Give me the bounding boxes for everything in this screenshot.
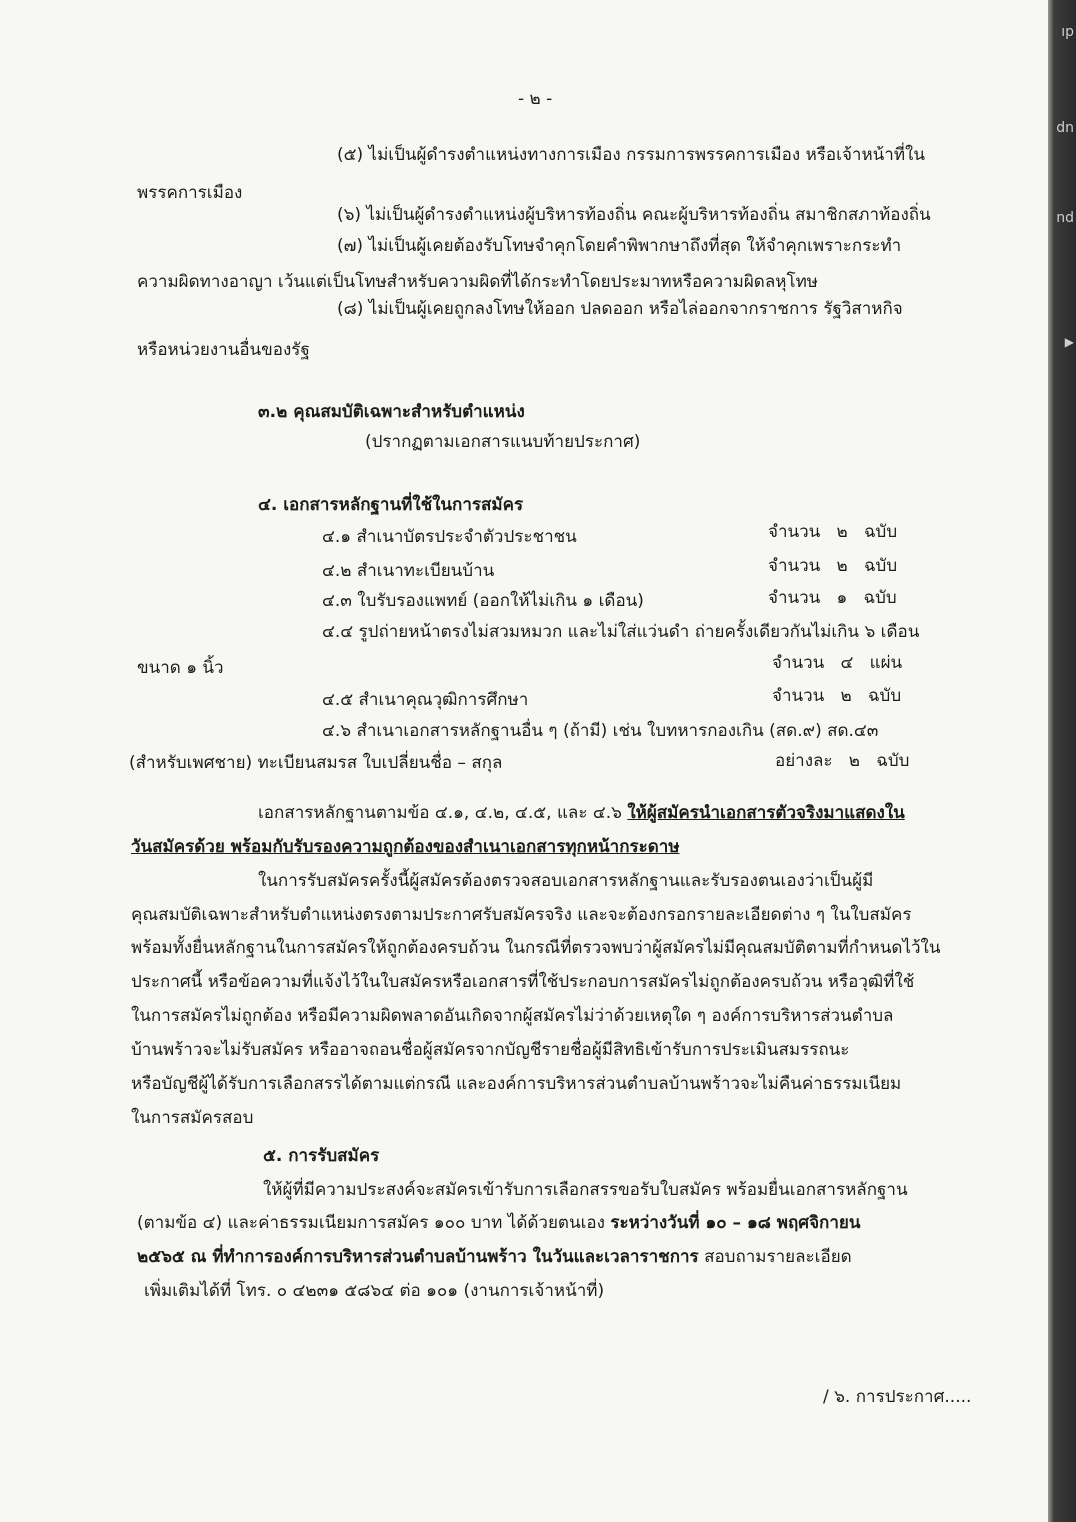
item-5-line1: (๕) ไม่เป็นผู้ดำรงตำแหน่งทางการเมือง กรรมการพรรคการเมือง หรือเจ้าหน้าที่ใน — [337, 145, 925, 165]
doc-4-3-label: ๔.๓ ใบรับรองแพทย์ (ออกให้ไม่เกิน ๑ เดือน) — [322, 591, 644, 611]
edge-glyph: nd — [1056, 210, 1074, 226]
doc-4-2-copies: จำนวน ๒ ฉบับ — [768, 556, 898, 576]
doc-4-2-label: ๔.๒ สำเนาทะเบียนบ้าน — [322, 561, 495, 581]
verify-line-5: ในการสมัครไม่ถูกต้อง หรือมีความผิดพลาดอันเกิดจากผู้สมัครไม่ว่าด้วยเหตุใด ๆ องค์การบริหารส่วนตำบล — [131, 1006, 894, 1026]
doc-4-4-label: ๔.๔ รูปถ่ายหน้าตรงไม่สวมหมวก และไม่ใส่แว่นดำ ถ่ายครั้งเดียวกันไม่เกิน ๖ เดือน — [322, 622, 920, 642]
doc-4-6-label-cont: (สำหรับเพศชาย) ทะเบียนสมรส ใบเปลี่ยนชื่อ – สกุล — [129, 753, 503, 773]
doc-note-line2: วันสมัครด้วย พร้อมกับรับรองความถูกต้องของสำเนาเอกสารทุกหน้ากระดาษ — [131, 837, 680, 857]
doc-4-5-copies: จำนวน ๒ ฉบับ — [772, 686, 902, 706]
section-5-location: ๒๕๖๕ ณ ที่ทำการองค์การบริหารส่วนตำบลบ้านพร้าว ในวันและเวลาราชการ — [137, 1247, 699, 1267]
item-6: (๖) ไม่เป็นผู้ดำรงตำแหน่งผู้บริหารท้องถิ่น คณะผู้บริหารท้องถิ่น สมาชิกสภาท้องถิ่น — [337, 205, 931, 225]
section-4-heading: ๔. เอกสารหลักฐานที่ใช้ในการสมัคร — [258, 495, 524, 515]
verify-line-7: หรือบัญชีผู้ได้รับการเลือกสรรได้ตามแต่กรณี และองค์การบริหารส่วนตำบลบ้านพร้าวจะไม่คืนค่าธรรมเนียม — [131, 1074, 902, 1094]
scan-edge-background — [1048, 0, 1076, 1522]
verify-line-2: คุณสมบัติเฉพาะสำหรับตำแหน่งตรงตามประกาศรับสมัครจริง และจะต้องกรอกรายละเอียดต่าง ๆ ในใบสมัคร — [131, 905, 912, 925]
section-5-line2 — [137, 1213, 860, 1233]
section-5-inquiry: สอบถามรายละเอียด — [698, 1247, 852, 1267]
doc-4-3-copies: จำนวน ๑ ฉบับ — [768, 588, 897, 608]
section-5-line3 — [137, 1247, 852, 1267]
doc-note-prefix: เอกสารหลักฐานตามข้อ ๔.๑, ๔.๒, ๔.๕, และ ๔.๖ — [258, 803, 628, 823]
item-5-line2: พรรคการเมือง — [137, 183, 243, 203]
page-number: - ๒ - — [518, 89, 553, 109]
doc-4-1-label: ๔.๑ สำเนาบัตรประจำตัวประชาชน — [322, 527, 577, 547]
doc-4-4-label-cont: ขนาด ๑ นิ้ว — [137, 658, 224, 678]
item-8-line2: หรือหน่วยงานอื่นของรัฐ — [137, 340, 310, 360]
item-7-line2: ความผิดทางอาญา เว้นแต่เป็นโทษสำหรับความผิดที่ได้กระทำโดยประมาทหรือความผิดลหุโทษ — [137, 272, 819, 292]
doc-4-1-copies: จำนวน ๒ ฉบับ — [768, 522, 898, 542]
section-5-dates: ระหว่างวันที่ ๑๐ – ๑๘ พฤศจิกายน — [610, 1213, 861, 1233]
section-5-heading: ๕. การรับสมัคร — [263, 1146, 380, 1166]
continuation-marker: / ๖. การประกาศ..... — [823, 1387, 972, 1407]
section-3-2-heading: ๓.๒ คุณสมบัติเฉพาะสำหรับตำแหน่ง — [258, 402, 525, 422]
section-5-contact: เพิ่มเติมได้ที่ โทร. ๐ ๔๒๓๑ ๕๘๖๔ ต่อ ๑๐๑ (งานการเจ้าหน้าที่) — [144, 1281, 605, 1301]
doc-4-4-copies: จำนวน ๔ แผ่น — [772, 653, 903, 673]
edge-glyph: ıp — [1061, 24, 1074, 40]
item-7-line1: (๗) ไม่เป็นผู้เคยต้องรับโทษจำคุกโดยคำพิพากษาถึงที่สุด ให้จำคุกเพราะกระทำ — [337, 236, 902, 256]
verify-line-3: พร้อมทั้งยื่นหลักฐานในการสมัครให้ถูกต้องครบถ้วน ในกรณีที่ตรวจพบว่าผู้สมัครไม่มีคุณสมบัติตามที่กำหนดไว้ใน — [131, 938, 941, 958]
verify-line-8: ในการสมัครสอบ — [131, 1108, 254, 1128]
section-5-line1: ให้ผู้ที่มีความประสงค์จะสมัครเข้ารับการเลือกสรรขอรับใบสมัคร พร้อมยื่นเอกสารหลักฐาน — [263, 1180, 908, 1200]
doc-note-line1 — [258, 803, 905, 823]
edge-glyph: ▶ — [1064, 335, 1074, 349]
verify-line-6: บ้านพร้าวจะไม่รับสมัคร หรืออาจถอนชื่อผู้สมัครจากบัญชีรายชื่อผู้มีสิทธิเข้ารับการประเมินสมรรถนะ — [131, 1040, 850, 1060]
section-5-fee: (ตามข้อ ๔) และค่าธรรมเนียมการสมัคร ๑๐๐ บาท ได้ด้วยตนเอง — [137, 1213, 611, 1233]
doc-note-emphasis-1: ให้ผู้สมัครนำเอกสารตัวจริงมาแสดงใน — [627, 803, 905, 823]
section-3-2-note: (ปรากฏตามเอกสารแนบท้ายประกาศ) — [365, 432, 641, 452]
edge-glyph: dn — [1056, 120, 1074, 136]
doc-4-6-copies: อย่างละ ๒ ฉบับ — [775, 751, 910, 771]
item-8-line1: (๘) ไม่เป็นผู้เคยถูกลงโทษให้ออก ปลดออก หรือไล่ออกจากราชการ รัฐวิสาหกิจ — [337, 299, 903, 319]
verify-line-4: ประกาศนี้ หรือข้อความที่แจ้งไว้ในใบสมัครหรือเอกสารที่ใช้ประกอบการสมัครไม่ถูกต้องครบถ้วน หรือวุฒิที่ใช้ — [131, 972, 915, 992]
doc-4-5-label: ๔.๕ สำเนาคุณวุฒิการศึกษา — [322, 690, 529, 710]
verify-line-1: ในการรับสมัครครั้งนี้ผู้สมัครต้องตรวจสอบเอกสารหลักฐานและรับรองตนเองว่าเป็นผู้มี — [258, 871, 874, 891]
doc-4-6-label: ๔.๖ สำเนาเอกสารหลักฐานอื่น ๆ (ถ้ามี) เช่น ใบทหารกองเกิน (สด.๙) สด.๔๓ — [322, 721, 879, 741]
